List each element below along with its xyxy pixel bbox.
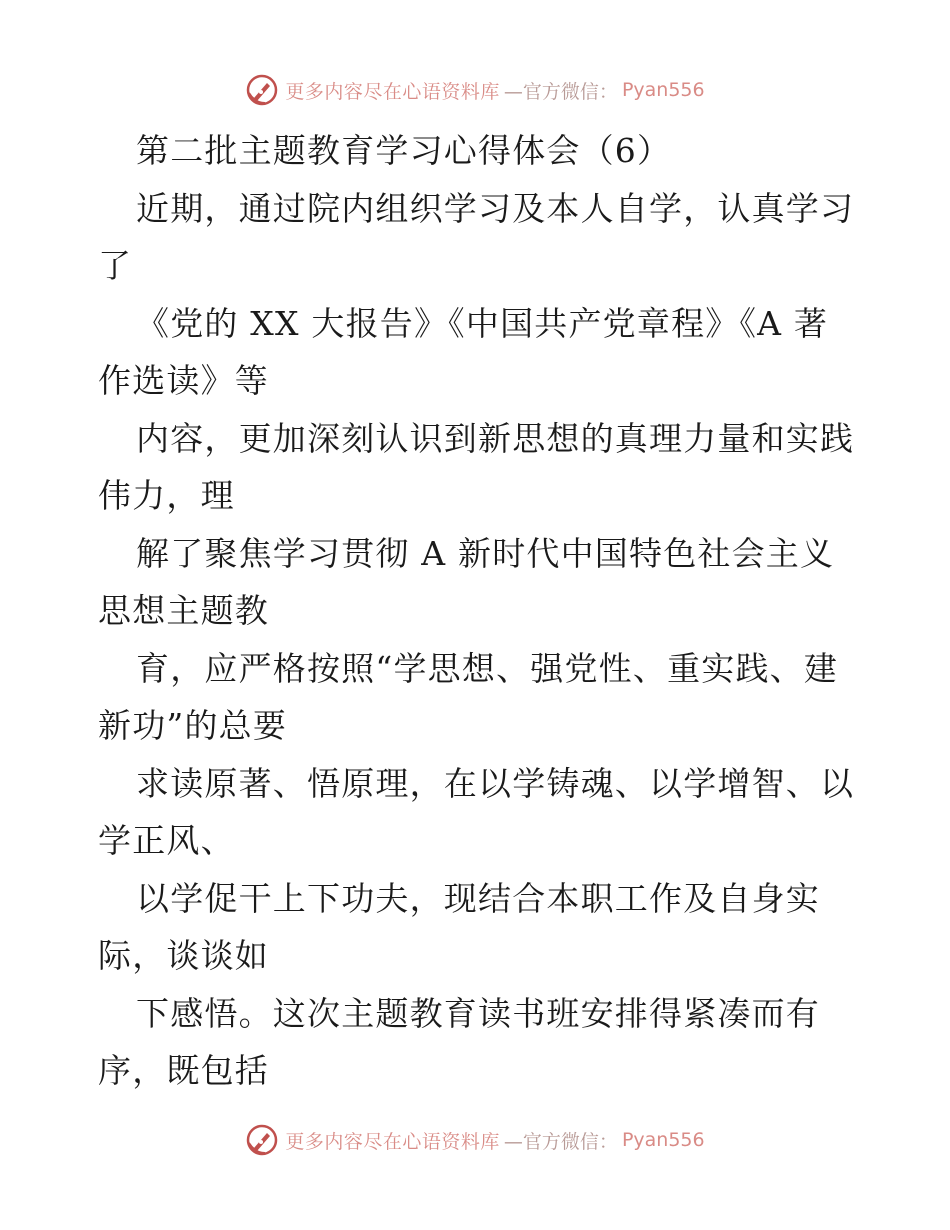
header-banner — [0, 70, 950, 110]
banner-title: 更多内容尽在心语资料库 — [285, 1130, 500, 1153]
footer-banner — [0, 1120, 950, 1160]
body-text-line: 学正风、 — [98, 821, 235, 860]
body-text-line: 以学促干上下功夫，现结合本职工作及自身实 — [136, 878, 820, 918]
body-text-line: 际，谈谈如 — [98, 936, 269, 975]
body-text-line: 近期，通过院内组织学习及本人自学，认真学习 — [136, 188, 855, 228]
pen-nib-logo-icon — [245, 73, 279, 107]
banner-wechat-label: —官方微信： — [503, 1130, 618, 1153]
body-text-line: 育，应严格按照“学思想、强党性、重实践、建 — [136, 648, 839, 688]
body-text-line: 新功”的总要 — [98, 706, 288, 745]
body-text-line: 下感悟。这次主题教育读书班安排得紧凑而有 — [136, 993, 820, 1033]
body-text-line: 《党的 XX 大报告》《中国共产党章程》《A 著 — [136, 303, 829, 343]
body-text-line: 作选读》等 — [98, 361, 269, 400]
pen-nib-logo-icon — [245, 1123, 279, 1157]
body-text-line: 序，既包括 — [98, 1051, 269, 1090]
banner-wechat-label: —官方微信： — [503, 80, 618, 103]
document-body — [98, 122, 858, 1100]
body-text-line: 解了聚焦学习贯彻 A 新时代中国特色社会主义 — [136, 533, 835, 573]
banner-wechat-id: Pyan556 — [621, 79, 705, 101]
body-text-line: 第二批主题教育学习心得体会（6） — [136, 131, 672, 170]
body-text-line: 内容，更加深刻认识到新思想的真理力量和实践 — [136, 418, 855, 458]
body-text-line: 思想主题教 — [98, 591, 269, 630]
banner-wechat-id: Pyan556 — [621, 1129, 705, 1151]
body-text-line: 伟力，理 — [98, 476, 235, 515]
banner-title: 更多内容尽在心语资料库 — [285, 80, 500, 103]
body-text-line: 了 — [98, 246, 133, 285]
body-text-line: 求读原著、悟原理，在以学铸魂、以学增智、以 — [136, 763, 855, 803]
